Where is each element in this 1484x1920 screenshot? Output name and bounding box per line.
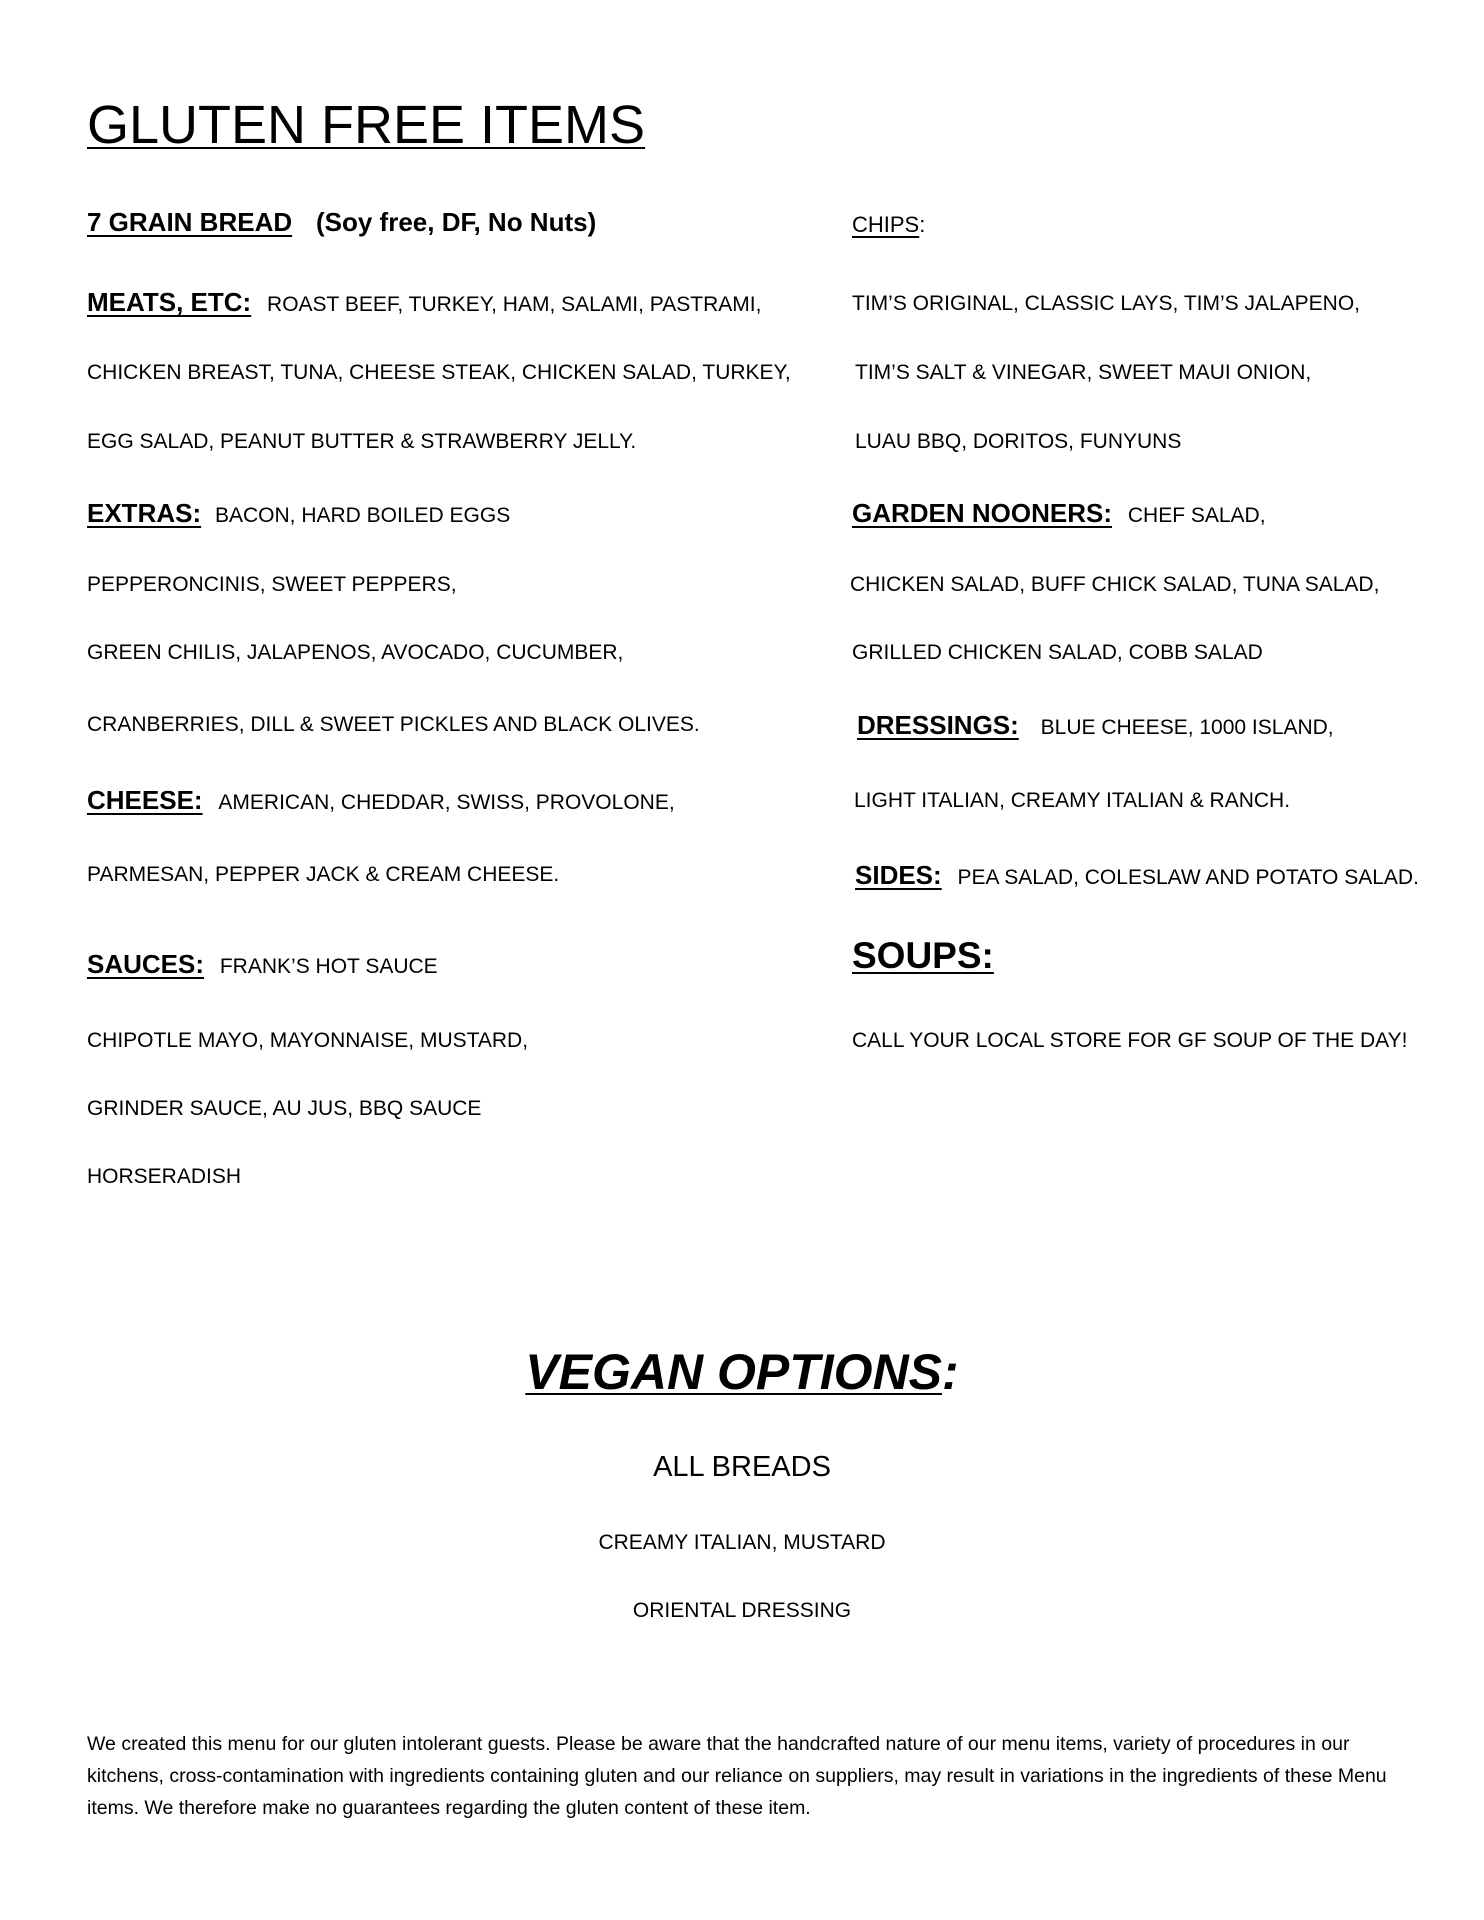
vegan-text-1: ALL BREADS: [653, 1451, 831, 1483]
vegan-colon: :: [942, 1344, 959, 1400]
sauces-text-4: HORSERADISH: [87, 1165, 242, 1188]
garden-line-1: [852, 500, 1266, 526]
vegan-heading: VEGAN OPTIONS: [525, 1344, 943, 1400]
soups-text-1: CALL YOUR LOCAL STORE FOR GF SOUP OF THE DAY!: [852, 1029, 1408, 1052]
cheese-text-1: AMERICAN, CHEDDAR, SWISS, PROVOLONE,: [218, 791, 675, 814]
extras-heading: EXTRAS:: [87, 498, 202, 528]
sauces-text-3: GRINDER SAUCE, AU JUS, BBQ SAUCE: [87, 1097, 482, 1120]
chips-heading: CHIPS: [852, 212, 920, 237]
extras-text-4: CRANBERRIES, DILL & SWEET PICKLES AND BLACK OLIVES.: [87, 713, 700, 736]
chips-text-3: LUAU BBQ, DORITOS, FUNYUNS: [855, 430, 1182, 453]
meats-line-1: [87, 289, 761, 315]
cheese-heading: CHEESE:: [87, 785, 203, 815]
dressings-heading: DRESSINGS:: [857, 710, 1019, 740]
garden-text-2: CHICKEN SALAD, BUFF CHICK SALAD, TUNA SALAD,: [850, 573, 1380, 596]
cheese-line-1: [87, 787, 675, 813]
garden-text-1: CHEF SALAD,: [1127, 504, 1266, 527]
extras-text-1: BACON, HARD BOILED EGGS: [214, 504, 511, 527]
meats-text-3: EGG SALAD, PEANUT BUTTER & STRAWBERRY JELLY.: [87, 430, 637, 453]
sides-text-1: PEA SALAD, COLESLAW AND POTATO SALAD.: [957, 866, 1419, 889]
sides-heading: SIDES:: [855, 860, 942, 890]
bread-heading: 7 GRAIN BREAD: [87, 207, 293, 237]
meats-text-1: ROAST BEEF, TURKEY, HAM, SALAMI, PASTRAMI,: [267, 293, 762, 316]
page-title: GLUTEN FREE ITEMS: [87, 95, 646, 155]
sides-line-1: [855, 862, 1419, 888]
garden-text-3: GRILLED CHICKEN SALAD, COBB SALAD: [852, 641, 1263, 664]
vegan-heading-line: [0, 1344, 1484, 1400]
chips-colon: :: [919, 212, 926, 237]
extras-line-1: [87, 500, 510, 526]
extras-text-3: GREEN CHILIS, JALAPENOS, AVOCADO, CUCUMBER,: [87, 641, 624, 664]
chips-heading-line: [852, 214, 925, 236]
garden-heading: GARDEN NOONERS:: [852, 498, 1113, 528]
soups-heading: SOUPS:: [852, 935, 994, 976]
dressings-text-1: BLUE CHEESE, 1000 ISLAND,: [1040, 716, 1334, 739]
meats-text-2: CHICKEN BREAST, TUNA, CHEESE STEAK, CHICKEN SALAD, TURKEY,: [87, 361, 791, 384]
bread-line: [87, 209, 596, 235]
meats-heading: MEATS, ETC:: [87, 287, 252, 317]
extras-text-2: PEPPERONCINIS, SWEET PEPPERS,: [87, 573, 457, 596]
bread-note: (Soy free, DF, No Nuts): [315, 207, 597, 237]
vegan-text-3: ORIENTAL DRESSING: [632, 1599, 852, 1622]
chips-text-2: TIM’S SALT & VINEGAR, SWEET MAUI ONION,: [855, 361, 1312, 384]
disclaimer: We created this menu for our gluten intolerant guests. Please be aware that the handcrafted nature of our menu items, variety of procedures in our kitchens, cross-contamination with ingredients containing gluten and our reliance on suppliers, may result in variations in the ingredients of these Menu items. We therefore make no guarantees regarding the gluten content of these item.: [87, 1733, 1387, 1819]
cheese-text-2: PARMESAN, PEPPER JACK & CREAM CHEESE.: [87, 863, 560, 886]
sauces-heading: SAUCES:: [87, 949, 205, 979]
dressings-line-1: [857, 712, 1334, 738]
vegan-text-2: CREAMY ITALIAN, MUSTARD: [598, 1531, 886, 1554]
sauces-line-1: [87, 951, 438, 977]
sauces-text-1: FRANK’S HOT SAUCE: [219, 955, 438, 978]
sauces-text-2: CHIPOTLE MAYO, MAYONNAISE, MUSTARD,: [87, 1029, 529, 1052]
chips-text-1: TIM’S ORIGINAL, CLASSIC LAYS, TIM’S JALAPENO,: [852, 292, 1361, 315]
dressings-text-2: LIGHT ITALIAN, CREAMY ITALIAN & RANCH.: [854, 789, 1291, 812]
